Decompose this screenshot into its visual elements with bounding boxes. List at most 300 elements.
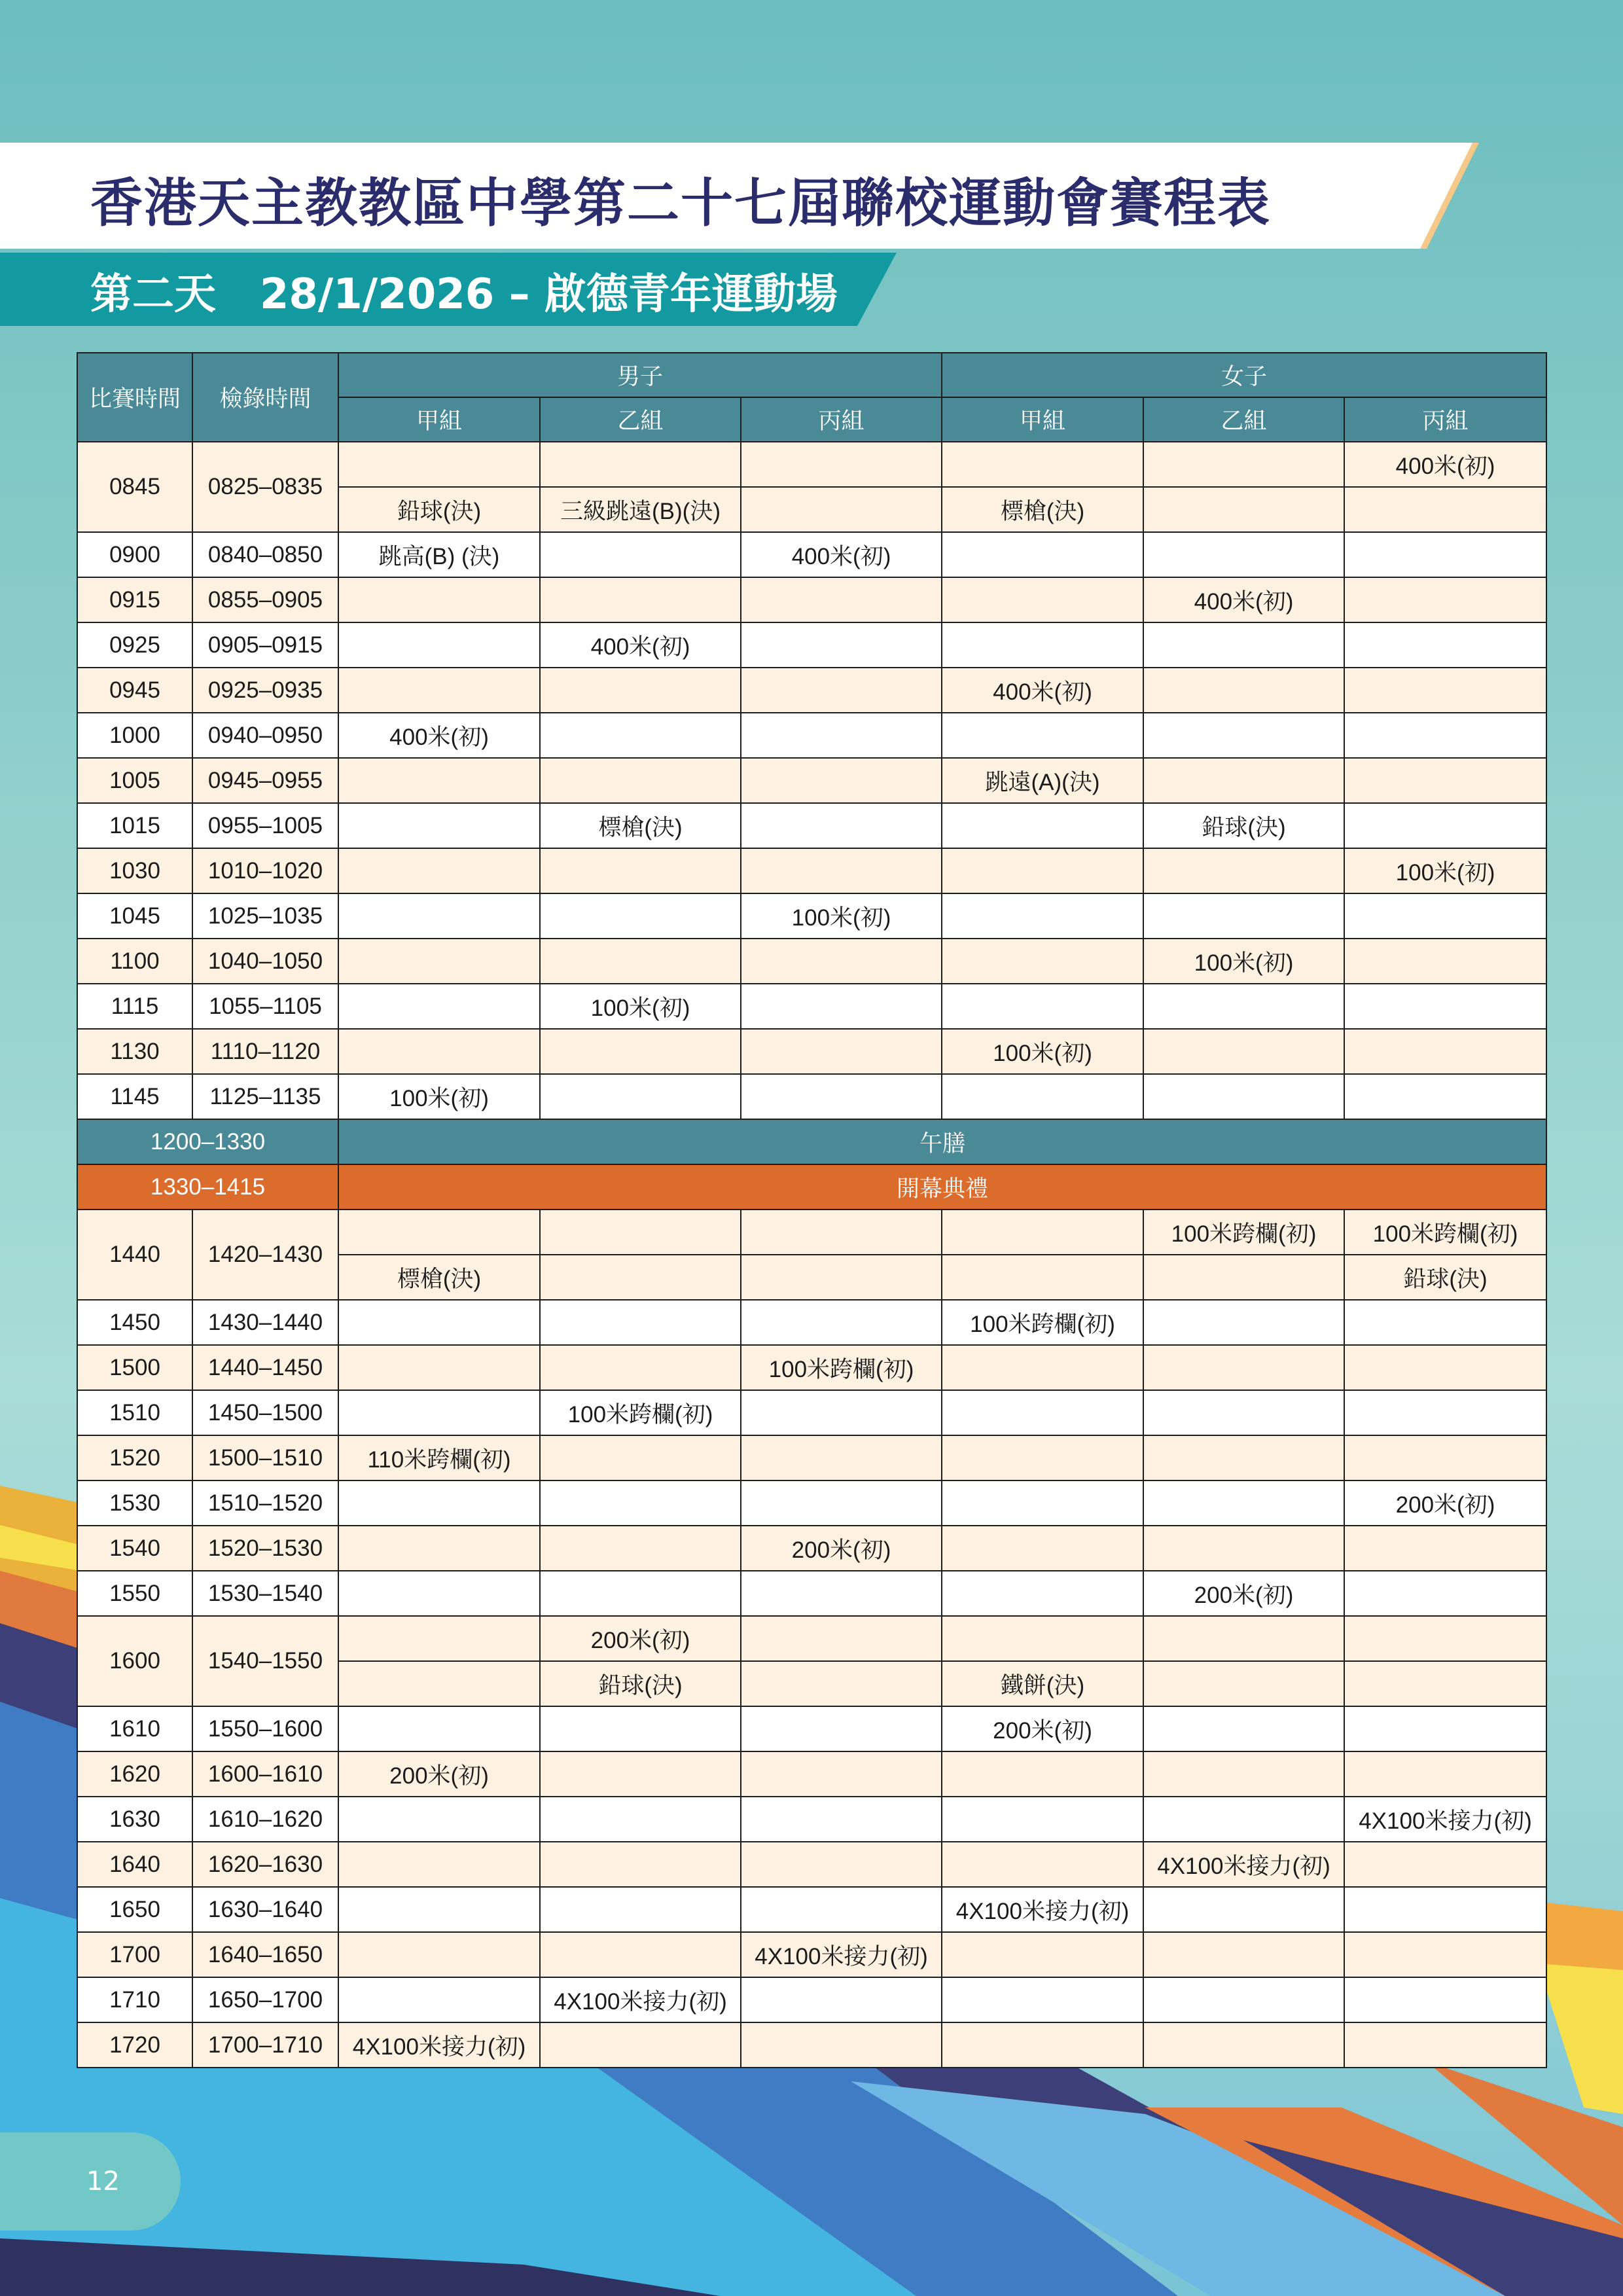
page-subtitle: 第二天 28/1/2026 – 啟德青年運動場 [90,270,838,319]
event-cell [1344,1751,1546,1797]
event-cell [741,1751,942,1797]
checkin-time: 1025–1035 [192,893,338,939]
event-time: 1630 [77,1797,192,1842]
event-cell [338,984,540,1029]
event-cell [338,1526,540,1571]
event-cell: 400米(初) [338,713,540,758]
event-cell [338,622,540,668]
event-cell [942,1797,1143,1842]
event-cell [1143,893,1344,939]
table-row [77,848,1546,893]
event-time: 0900 [77,532,192,577]
event-cell [338,577,540,622]
header-men: 男子 [338,353,942,397]
event-cell [942,1526,1143,1571]
event-cell [540,1526,741,1571]
event-time: 1145 [77,1074,192,1119]
table-row [77,758,1546,803]
event-cell: 100米(初) [942,1029,1143,1074]
event-cell: 4X100米接力(初) [540,1977,741,2022]
event-cell [540,1480,741,1526]
event-cell [942,939,1143,984]
event-cell [1344,1571,1546,1616]
table-row [77,1345,1546,1390]
event-cell [741,1435,942,1480]
event-cell [741,1842,942,1887]
header-group: 乙組 [540,397,741,442]
event-cell [540,1932,741,1977]
event-cell [338,1480,540,1526]
event-cell [1344,622,1546,668]
table-row [77,622,1546,668]
table-row [77,1977,1546,2022]
lunch-row [77,1119,1546,1164]
event-cell [1143,1932,1344,1977]
event-time: 1710 [77,1977,192,2022]
checkin-time: 1500–1510 [192,1435,338,1480]
event-cell [338,1842,540,1887]
event-cell [1143,1526,1344,1571]
event-cell: 100米跨欄(初) [741,1345,942,1390]
event-time: 1005 [77,758,192,803]
event-cell [1143,1029,1344,1074]
checkin-time: 1520–1530 [192,1526,338,1571]
event-time: 1600 [77,1616,192,1706]
event-cell [540,1751,741,1797]
checkin-time: 0840–0850 [192,532,338,577]
schedule-table [77,352,1547,2068]
checkin-time: 1650–1700 [192,1977,338,2022]
event-cell [942,1977,1143,2022]
event-cell [942,532,1143,577]
event-time: 1540 [77,1526,192,1571]
event-cell [1344,577,1546,622]
header-group: 甲組 [942,397,1143,442]
event-cell: 400米(初) [942,668,1143,713]
event-time: 1115 [77,984,192,1029]
event-time: 1620 [77,1751,192,1797]
event-cell: 100米(初) [741,893,942,939]
event-time: 0945 [77,668,192,713]
event-cell: 4X100米接力(初) [1143,1842,1344,1887]
table-row [77,1616,1546,1661]
event-cell [1344,668,1546,713]
event-cell [540,1345,741,1390]
table-row [77,2022,1546,2068]
event-time: 1650 [77,1887,192,1932]
event-cell [540,1435,741,1480]
event-cell [338,1797,540,1842]
header-group: 丙組 [741,397,942,442]
event-cell [540,713,741,758]
event-time: 0845 [77,442,192,532]
event-cell [338,1345,540,1390]
event-time: 1640 [77,1842,192,1887]
header-women: 女子 [942,353,1546,397]
event-cell: 4X100米接力(初) [338,2022,540,2068]
event-cell: 100米跨欄(初) [1344,1210,1546,1255]
header-group: 甲組 [338,397,540,442]
checkin-time: 1610–1620 [192,1797,338,1842]
event-cell [338,893,540,939]
checkin-time: 1550–1600 [192,1706,338,1751]
event-cell [1143,1480,1344,1526]
event-cell [1344,939,1546,984]
event-cell: 400米(初) [1344,442,1546,487]
event-cell [338,939,540,984]
table-row [77,1797,1546,1842]
event-cell [942,1255,1143,1300]
event-cell [741,1074,942,1119]
event-cell: 鉛球(決) [1344,1255,1546,1300]
event-cell [942,1074,1143,1119]
event-cell [540,532,741,577]
event-cell [1344,1300,1546,1345]
event-cell [1143,1661,1344,1706]
checkin-time: 1640–1650 [192,1932,338,1977]
event-cell [1344,713,1546,758]
event-cell [1344,1390,1546,1435]
event-cell [540,939,741,984]
event-cell: 100米(初) [1143,939,1344,984]
event-cell [942,893,1143,939]
event-cell [741,1706,942,1751]
event-cell [1143,1977,1344,2022]
event-cell [540,1300,741,1345]
event-cell [1344,1932,1546,1977]
table-row [77,1074,1546,1119]
event-time: 1130 [77,1029,192,1074]
event-cell [942,803,1143,848]
page-title: 香港天主教教區中學第二十七屆聯校運動會賽程表 [90,173,1271,234]
event-cell: 標槍(決) [540,803,741,848]
event-cell [540,1210,741,1255]
checkin-time: 0855–0905 [192,577,338,622]
event-cell [942,442,1143,487]
event-cell [1344,1074,1546,1119]
event-cell [1143,1887,1344,1932]
table-row [77,1435,1546,1480]
event-cell [1143,1255,1344,1300]
event-cell [942,1842,1143,1887]
event-time: 1030 [77,848,192,893]
event-cell: 200米(初) [942,1706,1143,1751]
event-cell [741,1661,942,1706]
event-cell [1344,803,1546,848]
event-cell [1344,1029,1546,1074]
event-cell: 200米(初) [540,1616,741,1661]
checkin-time: 1010–1020 [192,848,338,893]
event-cell: 400米(初) [741,532,942,577]
table-row [77,1390,1546,1435]
event-cell [942,1210,1143,1255]
event-cell [540,1255,741,1300]
event-cell [942,1616,1143,1661]
event-cell [942,2022,1143,2068]
checkin-time: 1450–1500 [192,1390,338,1435]
event-cell [1143,487,1344,532]
checkin-time: 1510–1520 [192,1480,338,1526]
event-cell [540,1074,741,1119]
table-row [77,1526,1546,1571]
event-cell [741,803,942,848]
event-cell [338,668,540,713]
event-cell [1143,713,1344,758]
event-cell [942,713,1143,758]
event-cell [942,1480,1143,1526]
event-cell: 跳遠(A)(決) [942,758,1143,803]
event-cell: 200米(初) [1143,1571,1344,1616]
event-time: 1530 [77,1480,192,1526]
event-cell [338,758,540,803]
header-group: 丙組 [1344,397,1546,442]
event-cell [1344,532,1546,577]
event-cell [1143,2022,1344,2068]
event-time: 1440 [77,1210,192,1300]
table-row [77,1029,1546,1074]
event-cell [741,1300,942,1345]
table-row [77,1210,1546,1255]
header-time: 比賽時間 [77,353,192,442]
event-cell: 110米跨欄(初) [338,1435,540,1480]
ceremony-label: 開幕典禮 [338,1164,1546,1210]
event-time: 1100 [77,939,192,984]
event-cell [540,1797,741,1842]
event-cell: 100米跨欄(初) [540,1390,741,1435]
event-time: 1015 [77,803,192,848]
event-cell [741,1616,942,1661]
event-cell [1344,1842,1546,1887]
ceremony-row [77,1164,1546,1210]
table-row [77,1751,1546,1797]
event-cell [1143,1616,1344,1661]
event-cell [942,1435,1143,1480]
event-time: 1550 [77,1571,192,1616]
event-cell: 100米(初) [338,1074,540,1119]
event-cell [338,1616,540,1661]
event-cell [1143,622,1344,668]
checkin-time: 1055–1105 [192,984,338,1029]
table-row [77,893,1546,939]
event-cell [1344,487,1546,532]
event-cell [1344,1616,1546,1661]
event-cell [1143,442,1344,487]
event-cell [1344,1526,1546,1571]
event-cell: 三級跳遠(B)(決) [540,487,741,532]
event-cell [942,622,1143,668]
table-row [77,532,1546,577]
event-time: 1720 [77,2022,192,2068]
event-time: 1510 [77,1390,192,1435]
event-cell [338,1932,540,1977]
event-cell [741,1029,942,1074]
event-cell [338,1571,540,1616]
event-cell [540,893,741,939]
event-time: 1045 [77,893,192,939]
table-row [77,1480,1546,1526]
table-row [77,668,1546,713]
event-cell [540,577,741,622]
event-cell [741,939,942,984]
event-cell: 400米(初) [1143,577,1344,622]
event-cell: 100米跨欄(初) [942,1300,1143,1345]
lunch-time: 1200–1330 [77,1119,338,1164]
event-cell [1143,1390,1344,1435]
event-cell: 鉛球(決) [338,487,540,532]
event-cell [1143,1345,1344,1390]
table-row [77,984,1546,1029]
event-cell [741,758,942,803]
event-cell [338,803,540,848]
checkin-time: 0925–0935 [192,668,338,713]
event-cell [1143,758,1344,803]
event-cell [1344,1706,1546,1751]
checkin-time: 1540–1550 [192,1616,338,1706]
event-cell [1143,1751,1344,1797]
table-row [77,442,1546,487]
event-cell [741,1480,942,1526]
table-row [77,1842,1546,1887]
event-cell [1143,668,1344,713]
event-cell: 4X100米接力(初) [1344,1797,1546,1842]
event-cell: 200米(初) [338,1751,540,1797]
event-cell [741,2022,942,2068]
table-row [77,1706,1546,1751]
event-cell [338,1210,540,1255]
event-time: 1700 [77,1932,192,1977]
checkin-time: 1630–1640 [192,1887,338,1932]
checkin-time: 0905–0915 [192,622,338,668]
event-cell [741,1255,942,1300]
checkin-time: 1430–1440 [192,1300,338,1345]
event-cell [338,1661,540,1706]
checkin-time: 1620–1630 [192,1842,338,1887]
table-row [77,1300,1546,1345]
event-time: 1520 [77,1435,192,1480]
event-cell: 跳高(B) (決) [338,532,540,577]
table-row [77,1887,1546,1932]
event-cell [338,1029,540,1074]
event-cell: 100米(初) [540,984,741,1029]
table-row [77,939,1546,984]
event-cell [942,1932,1143,1977]
lunch-label: 午膳 [338,1119,1546,1164]
event-cell [540,668,741,713]
event-cell [942,1571,1143,1616]
event-cell [1344,1435,1546,1480]
table-row [77,1571,1546,1616]
event-cell [540,1706,741,1751]
checkin-time: 0940–0950 [192,713,338,758]
event-cell [338,1887,540,1932]
event-cell: 100米(初) [1344,848,1546,893]
checkin-time: 1420–1430 [192,1210,338,1300]
event-cell [540,1887,741,1932]
checkin-time: 0825–0835 [192,442,338,532]
event-cell [741,1797,942,1842]
event-cell [1143,1074,1344,1119]
event-cell [540,2022,741,2068]
event-time: 1610 [77,1706,192,1751]
event-time: 0925 [77,622,192,668]
event-cell [1344,984,1546,1029]
event-cell [741,442,942,487]
event-cell [540,758,741,803]
event-cell [741,1210,942,1255]
event-cell [540,1571,741,1616]
header-group: 乙組 [1143,397,1344,442]
table-row [77,1932,1546,1977]
event-cell [741,1887,942,1932]
event-cell [942,1345,1143,1390]
event-cell [741,848,942,893]
event-cell [741,622,942,668]
header-checkin: 檢錄時間 [192,353,338,442]
checkin-time: 1530–1540 [192,1571,338,1616]
event-cell [942,1751,1143,1797]
event-cell: 4X100米接力(初) [741,1932,942,1977]
event-cell: 標槍(決) [338,1255,540,1300]
event-cell [338,442,540,487]
event-cell: 4X100米接力(初) [942,1887,1143,1932]
checkin-time: 1125–1135 [192,1074,338,1119]
event-cell: 200米(初) [741,1526,942,1571]
event-cell: 400米(初) [540,622,741,668]
event-cell [540,1029,741,1074]
checkin-time: 1110–1120 [192,1029,338,1074]
ceremony-time: 1330–1415 [77,1164,338,1210]
event-cell [942,984,1143,1029]
table-row [77,577,1546,622]
event-cell [540,848,741,893]
table-row [77,713,1546,758]
event-time: 1450 [77,1300,192,1345]
event-cell: 200米(初) [1344,1480,1546,1526]
event-cell [1143,984,1344,1029]
event-cell: 鉛球(決) [1143,803,1344,848]
event-cell [1143,1435,1344,1480]
event-cell [942,577,1143,622]
event-cell [1344,758,1546,803]
checkin-time: 0955–1005 [192,803,338,848]
event-cell [338,1706,540,1751]
checkin-time: 0945–0955 [192,758,338,803]
event-cell [1143,848,1344,893]
event-cell [1344,1345,1546,1390]
event-cell [942,848,1143,893]
event-cell [338,1977,540,2022]
event-cell [540,442,741,487]
checkin-time: 1700–1710 [192,2022,338,2068]
event-time: 1000 [77,713,192,758]
event-cell [338,848,540,893]
checkin-time: 1600–1610 [192,1751,338,1797]
event-cell [1143,532,1344,577]
event-cell [741,984,942,1029]
event-cell: 鉛球(決) [540,1661,741,1706]
event-cell [741,1390,942,1435]
event-cell [741,1977,942,2022]
table-row [77,803,1546,848]
event-cell [1344,1977,1546,2022]
event-cell [338,1300,540,1345]
event-time: 1500 [77,1345,192,1390]
event-cell [1344,2022,1546,2068]
event-cell [1344,1887,1546,1932]
event-cell [741,577,942,622]
event-cell [1143,1300,1344,1345]
checkin-time: 1040–1050 [192,939,338,984]
